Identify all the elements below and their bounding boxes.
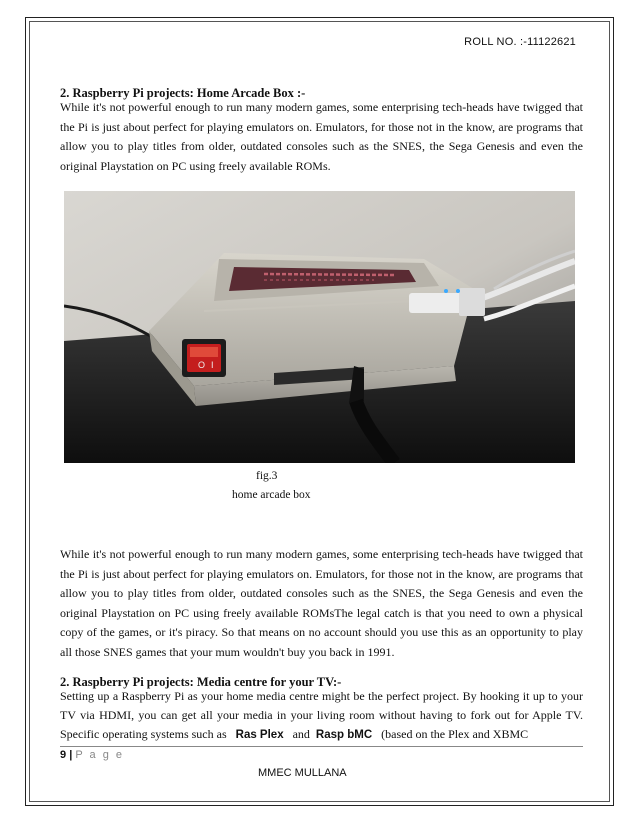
svg-text:O: O xyxy=(198,360,206,370)
paragraph-arcade-legal: While it's not powerful enough to run many modern games, some enterprising tech-heads have twigged that the Pi is just about perfect for playing emulators on. Emulators, for those not in the know, are programs that allow you to play titles from older, outdated consoles such as the SNES, the Sega Genesis and even the original Playstation on PC using freely available ROMsThe legal catch is that you need to own a physical copy of the games, or it's piracy. So that means on no account should you use this as an opportunity to play all those SNES games that your mum wouldn't buy you back in 1991. xyxy=(60,547,583,659)
keyword-ras-plex: Ras Plex xyxy=(235,729,284,741)
footer-rule xyxy=(60,746,583,747)
page-number: 9 xyxy=(60,749,67,761)
media-centre-text-after: (based on the Plex and XBMC xyxy=(381,727,529,741)
media-centre-text-before: Setting up a Raspberry Pi as your home media centre might be the perfect project. By hooking it up to your TV via HDMI, you can get all your media in your living room without having to fork out for Apple TV. Specific operating systems such as xyxy=(60,689,583,741)
keyword-joiner: and xyxy=(292,727,310,741)
keyword-rasp-bmc: Rasp bMC xyxy=(315,729,373,741)
section-heading-arcade: 2. Raspberry Pi projects: Home Arcade Box :- xyxy=(60,86,306,100)
figure-number: fig.3 xyxy=(256,470,278,482)
college-name: MMEC MULLANA xyxy=(258,767,347,779)
paragraph-arcade-intro: While it's not powerful enough to run many modern games, some enterprising tech-heads have twigged that the Pi is just about perfect for playing emulators on. Emulators, for those not in the know, are programs that allow you to play titles from older, outdated consoles such as the SNES, the Sega Genesis and even the original Playstation on PC using freely available ROMs. xyxy=(60,100,583,173)
roll-number: ROLL NO. :-11122621 xyxy=(464,36,576,48)
paragraph-media-centre xyxy=(60,687,583,745)
section-heading-media-centre: 2. Raspberry Pi projects: Media centre for your TV:- xyxy=(60,675,342,689)
arcade-box-photo xyxy=(64,191,575,463)
page-separator: | xyxy=(69,749,73,761)
svg-text:I: I xyxy=(211,360,214,370)
page-label: P a g e xyxy=(75,749,124,761)
figure-caption: home arcade box xyxy=(232,489,311,501)
arcade-box-illustration xyxy=(64,191,575,463)
page-number-block xyxy=(60,749,124,761)
